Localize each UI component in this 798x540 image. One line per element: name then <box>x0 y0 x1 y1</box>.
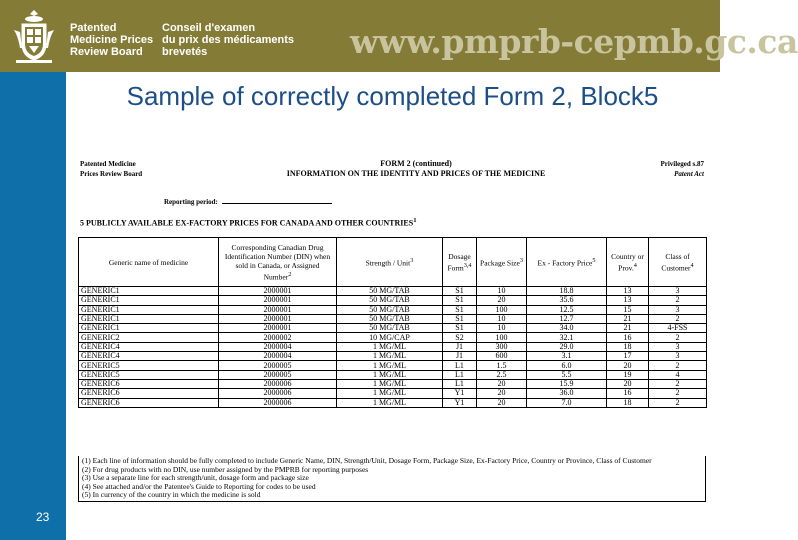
table-cell: 15 <box>607 305 649 314</box>
table-cell: 21 <box>607 324 649 333</box>
table-cell: 10 <box>477 287 527 296</box>
table-cell: 1 MG/ML <box>337 352 443 361</box>
table-cell: GENERIC4 <box>79 352 219 361</box>
column-header: Country or Prov.$^4$ <box>607 238 649 287</box>
table-cell: GENERIC1 <box>79 314 219 323</box>
table-cell: 16 <box>607 333 649 342</box>
canada-coat-of-arms-icon <box>12 8 56 64</box>
table-cell: 1 MG/ML <box>337 379 443 388</box>
table-cell: 4 <box>649 370 707 379</box>
form-document <box>76 155 708 535</box>
table-cell: 50 MG/TAB <box>337 305 443 314</box>
table-cell: 3 <box>649 287 707 296</box>
table-cell: J1 <box>443 352 477 361</box>
column-header: Package Size$^3$ <box>477 238 527 287</box>
header-bar <box>0 0 798 72</box>
table-row <box>79 398 707 407</box>
table-cell: Y1 <box>443 398 477 407</box>
table-cell: 10 MG/CAP <box>337 333 443 342</box>
table-cell: 2 <box>649 296 707 305</box>
form-left-header: Patented Medicine Prices Review Board <box>80 160 143 178</box>
table-cell: GENERIC5 <box>79 361 219 370</box>
table-cell: 12.5 <box>527 305 607 314</box>
table-body <box>79 287 707 408</box>
column-header: Corresponding Canadian Drug Identification Number (DIN) when sold in Canada, or Assigned Number$^2$ <box>219 238 337 287</box>
table-cell: 16 <box>607 389 649 398</box>
table-cell: 19 <box>607 370 649 379</box>
table-cell: 2000001 <box>219 287 337 296</box>
footnotes <box>78 456 706 502</box>
table-cell: 10 <box>477 324 527 333</box>
table-cell: 20 <box>607 379 649 388</box>
table-cell: S1 <box>443 296 477 305</box>
table-cell: GENERIC1 <box>79 305 219 314</box>
table-cell: 15.9 <box>527 379 607 388</box>
table-cell: 21 <box>607 314 649 323</box>
table-cell: 3.1 <box>527 352 607 361</box>
table-cell: 50 MG/TAB <box>337 287 443 296</box>
table-cell: GENERIC1 <box>79 324 219 333</box>
table-cell: S1 <box>443 324 477 333</box>
column-header: Generic name of medicine <box>79 238 219 287</box>
table-cell: 2 <box>649 361 707 370</box>
table-cell: 1 MG/ML <box>337 398 443 407</box>
table-cell: GENERIC1 <box>79 287 219 296</box>
section-title: 5 PUBLICLY AVAILABLE EX-FACTORY PRICES FOR CANADA AND OTHER COUNTRIES$^1$ <box>80 217 417 228</box>
table-cell: S1 <box>443 287 477 296</box>
table-cell: 2000005 <box>219 361 337 370</box>
website-url: www.pmprb-cepmb.gc.ca <box>350 22 798 61</box>
footnote: (2) For drug products with no DIN, use number assigned by the PMPRB for reporting purposes <box>82 464 369 474</box>
column-header: Class of Customer$^4$ <box>649 238 707 287</box>
table-cell: 2000001 <box>219 296 337 305</box>
table-cell: L1 <box>443 370 477 379</box>
table-cell: 5.5 <box>527 370 607 379</box>
table-cell: 18 <box>607 342 649 351</box>
table-cell: S1 <box>443 314 477 323</box>
table-cell: 2000005 <box>219 370 337 379</box>
table-cell: GENERIC2 <box>79 333 219 342</box>
table-cell: L1 <box>443 361 477 370</box>
table-row <box>79 333 707 342</box>
prices-table <box>78 237 707 408</box>
table-cell: 2 <box>649 333 707 342</box>
table-cell: 2000004 <box>219 352 337 361</box>
table-cell: 50 MG/TAB <box>337 296 443 305</box>
table-cell: 18.8 <box>527 287 607 296</box>
table-cell: 20 <box>477 398 527 407</box>
table-cell: GENERIC4 <box>79 342 219 351</box>
table-cell: 2 <box>649 389 707 398</box>
table-cell: GENERIC1 <box>79 296 219 305</box>
reporting-period-line <box>222 203 332 204</box>
table-cell: 6.0 <box>527 361 607 370</box>
table-row <box>79 296 707 305</box>
table-cell: 2000002 <box>219 333 337 342</box>
table-cell: 1 MG/ML <box>337 342 443 351</box>
slide-number: 23 <box>36 510 50 524</box>
table-row <box>79 379 707 388</box>
table-cell: 2 <box>649 379 707 388</box>
table-cell: 100 <box>477 305 527 314</box>
table-cell: 35.6 <box>527 296 607 305</box>
table-cell: 3 <box>649 342 707 351</box>
table-cell: 50 MG/TAB <box>337 324 443 333</box>
table-cell: 2 <box>649 314 707 323</box>
table-cell: J1 <box>443 342 477 351</box>
table-cell: S1 <box>443 305 477 314</box>
table-cell: 1 MG/ML <box>337 370 443 379</box>
table-header-row <box>79 238 707 287</box>
table-cell: 2.5 <box>477 370 527 379</box>
table-cell: 20 <box>477 296 527 305</box>
table-row <box>79 352 707 361</box>
footnote: (1) Each line of information should be fully completed to include Generic Name, DIN, Strength/Unit, Dosage Form, Package Size, Ex-Factory Price, Country or Province, Class of Customer <box>82 456 652 465</box>
table-cell: 2000006 <box>219 389 337 398</box>
table-cell: 12.7 <box>527 314 607 323</box>
table-row <box>79 314 707 323</box>
table-cell: 29.0 <box>527 342 607 351</box>
table-cell: 13 <box>607 296 649 305</box>
table-row <box>79 389 707 398</box>
table-row <box>79 342 707 351</box>
table-cell: 1.5 <box>477 361 527 370</box>
table-cell: 7.0 <box>527 398 607 407</box>
table-cell: 2000006 <box>219 398 337 407</box>
table-cell: 2000001 <box>219 305 337 314</box>
table-cell: 13 <box>607 287 649 296</box>
side-bar <box>0 72 66 540</box>
table-row <box>79 361 707 370</box>
table-cell: 600 <box>477 352 527 361</box>
footnote: (4) See attached and/or the Patentee's Guide to Reporting for codes to be used <box>82 481 316 491</box>
table-cell: 20 <box>477 389 527 398</box>
table-cell: 2000001 <box>219 324 337 333</box>
footnote: (3) Use a separate line for each strength/unit, dosage form and package size <box>82 473 309 482</box>
column-header: Strength / Unit$^3$ <box>337 238 443 287</box>
footnote: (5) In currency of the country in which the medicine is sold <box>82 490 261 499</box>
slide-title: Sample of correctly completed Form 2, Block5 <box>126 81 659 111</box>
table-row <box>79 324 707 333</box>
table-cell: 1 MG/ML <box>337 389 443 398</box>
org-name-french: Conseil d'examen du prix des médicaments brevetés <box>162 22 295 58</box>
table-cell: 10 <box>477 314 527 323</box>
table-cell: 20 <box>477 379 527 388</box>
table-cell: 20 <box>607 361 649 370</box>
table-cell: L1 <box>443 379 477 388</box>
table-cell: 3 <box>649 352 707 361</box>
table-cell: 1 MG/ML <box>337 361 443 370</box>
table-cell: 2000001 <box>219 314 337 323</box>
table-cell: 100 <box>477 333 527 342</box>
table-cell: 2000006 <box>219 379 337 388</box>
table-row <box>79 305 707 314</box>
reporting-period: Reporting period: <box>164 198 332 206</box>
table-cell: 2 <box>649 398 707 407</box>
table-cell: 2000004 <box>219 342 337 351</box>
table-cell: 32.1 <box>527 333 607 342</box>
table-cell: GENERIC5 <box>79 370 219 379</box>
form-right-header: Privileged s.87 Patent Act <box>660 160 704 178</box>
table-cell: 18 <box>607 398 649 407</box>
form-center-header: FORM 2 (continued) INFORMATION ON THE IDENTITY AND PRICES OF THE MEDICINE <box>286 159 546 178</box>
table-cell: 300 <box>477 342 527 351</box>
table-cell: 17 <box>607 352 649 361</box>
table-cell: Y1 <box>443 389 477 398</box>
table-cell: GENERIC6 <box>79 379 219 388</box>
org-name-english: Patented Medicine Prices Review Board <box>70 22 154 58</box>
table-cell: 34.0 <box>527 324 607 333</box>
table-cell: GENERIC6 <box>79 389 219 398</box>
column-header: Dosage Form$^{3,4}$ <box>443 238 477 287</box>
table-cell: 3 <box>649 305 707 314</box>
table-row <box>79 370 707 379</box>
table-cell: S2 <box>443 333 477 342</box>
table-row <box>79 287 707 296</box>
table-cell: GENERIC6 <box>79 398 219 407</box>
column-header: Ex - Factory Price$^5$ <box>527 238 607 287</box>
table-cell: 50 MG/TAB <box>337 314 443 323</box>
table-cell: 36.0 <box>527 389 607 398</box>
table-cell: 4-FSS <box>649 324 707 333</box>
